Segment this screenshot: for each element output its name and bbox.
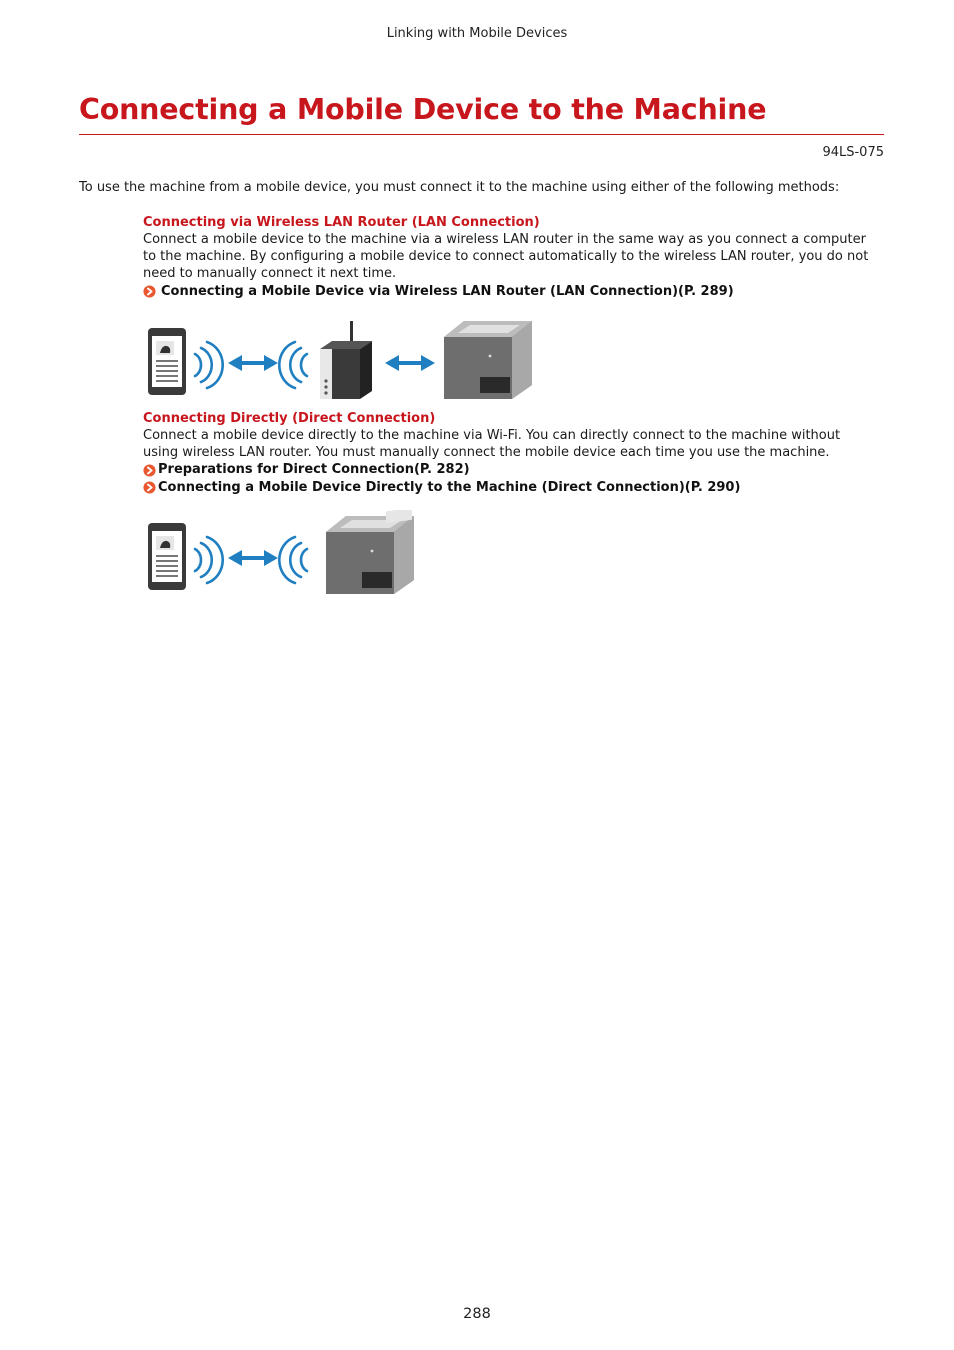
section-lan-connection bbox=[143, 214, 873, 300]
wifi-waves-icon bbox=[195, 342, 223, 388]
section-heading-lan: Connecting via Wireless LAN Router (LAN Connection) bbox=[143, 215, 540, 230]
smartphone-icon bbox=[148, 523, 186, 590]
link-arrow-icon bbox=[143, 481, 156, 494]
link-direct-connection[interactable] bbox=[143, 479, 873, 497]
wifi-waves-icon bbox=[279, 342, 307, 388]
lan-connection-diagram bbox=[140, 315, 540, 405]
page-number: 288 bbox=[463, 1306, 491, 1322]
link-arrow-icon bbox=[143, 464, 156, 477]
link-arrow-icon bbox=[143, 285, 156, 298]
double-arrow-icon bbox=[385, 355, 435, 371]
link-label[interactable]: Connecting a Mobile Device via Wireless LAN Router (LAN Connection)(P. 289) bbox=[161, 283, 734, 299]
double-arrow-icon bbox=[228, 550, 278, 566]
printer-icon bbox=[326, 510, 414, 594]
intro-paragraph: To use the machine from a mobile device, you must connect it to the machine using either of the following methods: bbox=[79, 180, 840, 195]
section-heading-direct: Connecting Directly (Direct Connection) bbox=[143, 411, 436, 426]
direct-connection-diagram bbox=[140, 510, 425, 600]
section-direct-connection bbox=[143, 410, 873, 496]
wifi-waves-icon bbox=[279, 537, 307, 583]
printer-icon bbox=[444, 315, 532, 399]
document-id: 94LS-075 bbox=[822, 145, 884, 160]
wifi-waves-icon bbox=[195, 537, 223, 583]
link-preparations-direct[interactable] bbox=[143, 461, 873, 479]
page-title: Connecting a Mobile Device to the Machine bbox=[79, 93, 767, 126]
title-divider bbox=[79, 134, 884, 135]
router-icon bbox=[320, 321, 372, 399]
link-lan-connection[interactable] bbox=[143, 283, 873, 301]
link-label[interactable]: Preparations for Direct Connection(P. 282) bbox=[158, 462, 470, 478]
section-body-direct: Connect a mobile device directly to the machine via Wi-Fi. You can directly connect to the machine without using wireless LAN router. You must manually connect the mobile device each time you use the machine. bbox=[143, 428, 841, 461]
smartphone-icon bbox=[148, 328, 186, 395]
section-body-lan: Connect a mobile device to the machine via a wireless LAN router in the same way as you connect a computer to the machine. By configuring a mobile device to connect automatically to the wireless LAN router, you do not need to manually connect it next time. bbox=[143, 232, 869, 282]
link-label[interactable]: Connecting a Mobile Device Directly to the Machine (Direct Connection)(P. 290) bbox=[158, 479, 741, 495]
double-arrow-icon bbox=[228, 355, 278, 371]
running-header: Linking with Mobile Devices bbox=[386, 26, 568, 41]
